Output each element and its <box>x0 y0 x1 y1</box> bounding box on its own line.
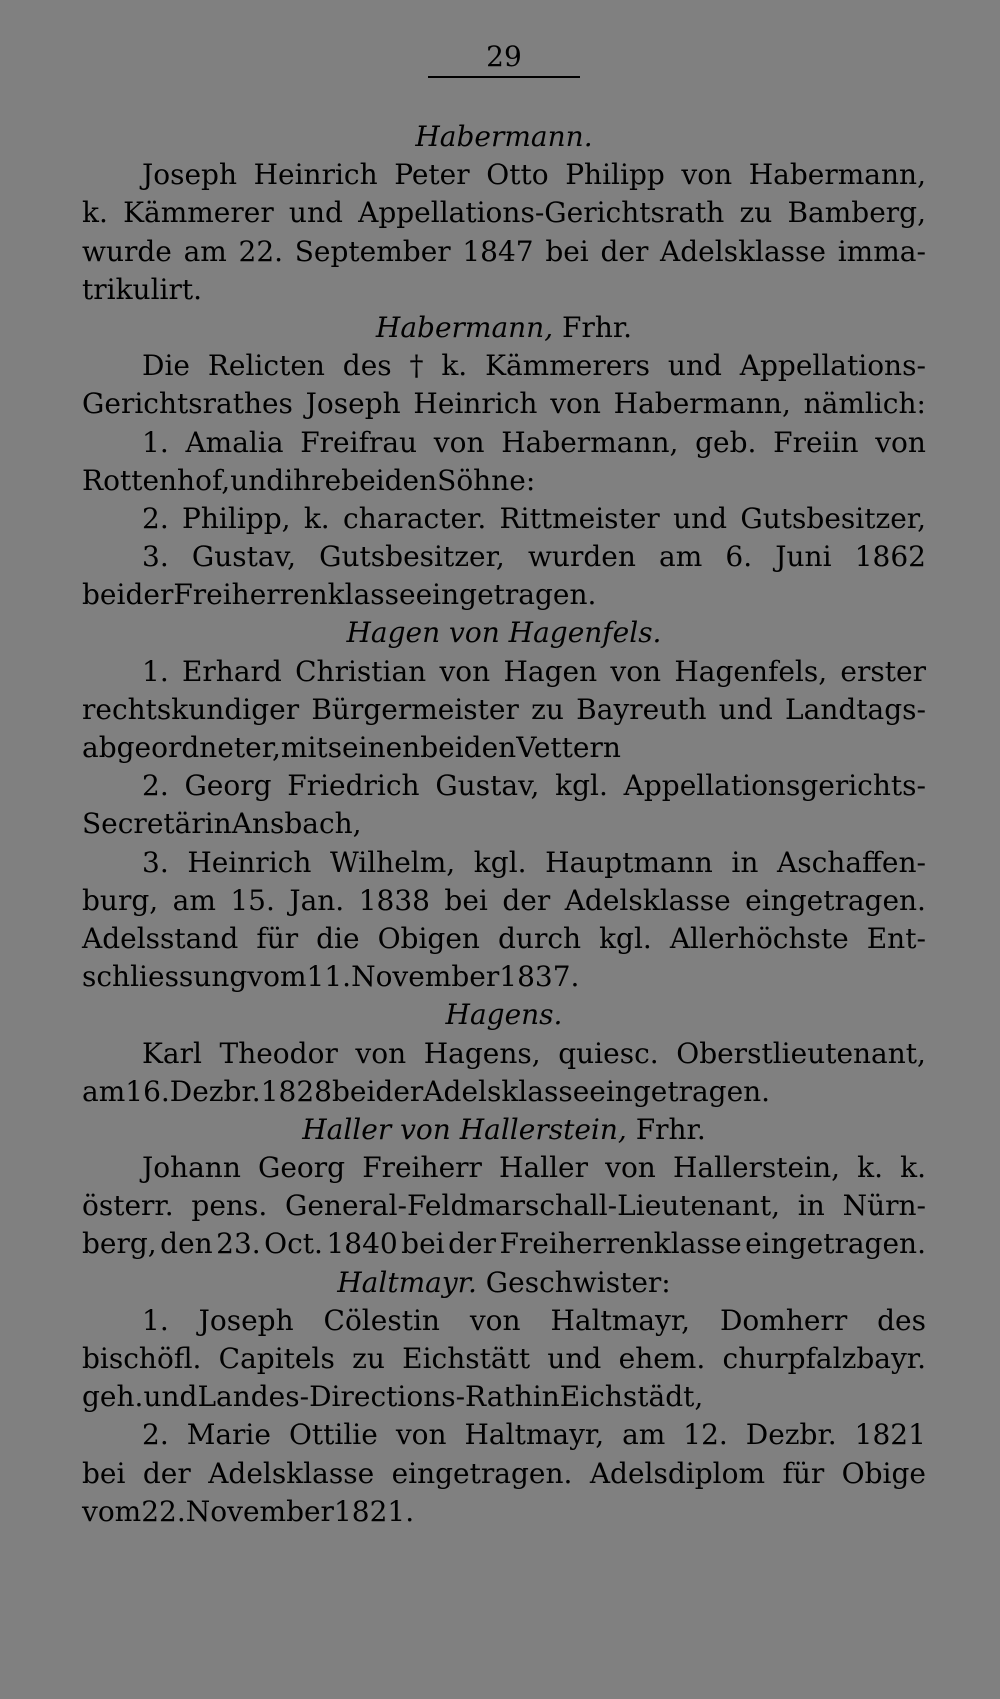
word: Obige <box>841 1456 926 1490</box>
word: Rottenhof, <box>82 463 231 497</box>
word: churpfalzbayr. <box>722 1342 926 1375</box>
text-line <box>82 385 926 423</box>
word: eingetragen. <box>745 1227 926 1261</box>
word: von <box>610 654 662 688</box>
word: Freiin <box>773 425 859 459</box>
word: berg, <box>82 1227 157 1261</box>
word: am <box>659 540 703 574</box>
word: und <box>718 692 773 726</box>
text-line <box>82 271 926 309</box>
word: k. <box>900 1151 926 1185</box>
word: Habermann, <box>501 425 679 459</box>
word: abgeordneter, <box>82 731 281 764</box>
word: 2. <box>142 501 169 535</box>
entry-heading <box>82 614 926 652</box>
word: geb. <box>695 425 757 459</box>
word: 1. <box>142 1303 169 1337</box>
text-line <box>82 920 926 958</box>
word: von <box>605 1151 656 1185</box>
word: in <box>204 807 232 841</box>
word: von <box>433 425 485 459</box>
word: 1862 <box>854 540 926 574</box>
word: von <box>469 1303 521 1337</box>
entry-heading <box>82 1264 926 1302</box>
word: am <box>183 234 227 268</box>
word: k. <box>857 1151 883 1185</box>
word: Joseph <box>198 1303 294 1337</box>
word: Gustav, <box>435 769 540 803</box>
word: 11. <box>306 960 352 994</box>
word: zu <box>352 1342 385 1375</box>
word: 2. <box>142 769 169 803</box>
entry <box>82 614 926 996</box>
text-line <box>82 844 926 882</box>
entry-heading-name: Habermann. <box>415 120 593 153</box>
word: k. <box>303 501 330 535</box>
text-line <box>82 1149 926 1187</box>
word: bei <box>444 883 488 917</box>
entry <box>82 1111 926 1264</box>
word: Haller <box>499 1151 589 1185</box>
word: erster <box>840 654 926 688</box>
word: 1821 <box>854 1418 926 1452</box>
text-line <box>82 156 926 194</box>
word: Amalia <box>185 425 284 459</box>
word: Hagens, <box>423 1036 541 1070</box>
word: des <box>342 349 392 383</box>
text-line <box>82 1455 926 1493</box>
text-line <box>82 1225 926 1263</box>
word: des <box>877 1303 926 1337</box>
word: Appellations- <box>739 349 926 383</box>
word: k. <box>441 349 468 383</box>
text-line <box>82 1035 926 1073</box>
text-line <box>82 958 926 996</box>
word: 1847 <box>462 234 534 268</box>
word: und <box>230 463 285 497</box>
word: für <box>256 921 299 955</box>
entry-heading-name: Haller von Hallerstein, <box>302 1112 627 1146</box>
word: 12. <box>683 1418 728 1452</box>
word: und <box>667 349 722 383</box>
word: bei <box>82 1456 126 1490</box>
word: Karl <box>142 1036 202 1070</box>
text-line <box>82 1340 926 1378</box>
word: eingetragen. <box>415 578 597 612</box>
word: Habermann, <box>613 387 791 421</box>
text-line <box>82 1416 926 1454</box>
word: von <box>875 425 926 459</box>
word: Obigen <box>377 921 480 955</box>
document-page <box>82 40 926 1531</box>
word: Theodor <box>219 1036 338 1070</box>
word: bei <box>331 1074 376 1108</box>
word: 15. <box>230 883 275 917</box>
word: Allerhöchste <box>669 921 849 955</box>
entry-heading-name: Habermann, <box>375 310 554 344</box>
word: bei <box>82 578 126 612</box>
word: Philipp <box>565 158 665 192</box>
word: 3. <box>142 540 169 574</box>
word: 3. <box>142 845 169 879</box>
word: rechtskundiger <box>82 692 300 726</box>
word: wurde <box>82 234 172 268</box>
word: Freiherrenklasse <box>499 1227 742 1261</box>
word: der <box>142 1456 191 1490</box>
word: Adelsklasse <box>208 1456 375 1490</box>
word: kgl. <box>599 921 652 955</box>
word: beiden <box>420 731 517 764</box>
word: Adelsdiplom <box>589 1456 766 1490</box>
word: Freiherr <box>362 1151 482 1185</box>
word: österr. <box>82 1189 174 1223</box>
word: 1837. <box>499 960 580 994</box>
word: Cölestin <box>323 1303 440 1337</box>
word: zu <box>739 196 773 230</box>
word: Bürgermeister <box>311 692 519 726</box>
word: nämlich: <box>803 387 926 421</box>
word: am <box>172 883 216 917</box>
word: ehem. <box>618 1342 706 1375</box>
text-line <box>82 233 926 271</box>
text-line <box>82 882 926 920</box>
word: in <box>532 1380 560 1414</box>
word: am <box>82 1074 126 1108</box>
word: 23. <box>216 1227 261 1261</box>
word: Oct. <box>264 1227 323 1261</box>
word: Eichstätt <box>402 1342 531 1375</box>
text-line <box>82 1073 926 1111</box>
word: September <box>294 234 451 268</box>
word: eingetragen. <box>745 883 926 917</box>
word: November <box>185 1494 334 1528</box>
text-line <box>82 1378 926 1416</box>
word: Friedrich <box>287 769 420 803</box>
entry-heading-name: Hagen von Hagenfels. <box>346 616 662 650</box>
word: Hagenfels, <box>674 654 828 688</box>
entry-heading-suffix: Geschwister: <box>485 1265 671 1299</box>
word: pens. <box>191 1189 268 1223</box>
word: Secretär <box>82 807 205 841</box>
page-number: 29 <box>486 40 522 73</box>
text-line <box>82 1187 926 1225</box>
page-number-rule <box>428 76 580 78</box>
text-line <box>82 1493 926 1531</box>
entry <box>82 118 926 309</box>
word: 1. <box>142 654 169 688</box>
entry-heading-suffix: Frhr. <box>635 1112 706 1146</box>
word: trikulirt. <box>82 272 203 306</box>
entries-list <box>82 118 926 1531</box>
text-line <box>82 576 926 614</box>
word: beiden <box>341 463 438 497</box>
text-line <box>82 805 926 843</box>
word: der <box>375 1074 424 1108</box>
word: die <box>316 921 360 955</box>
word: General-Feldmarschall-Lieutenant, <box>284 1189 781 1223</box>
word: für <box>782 1456 825 1490</box>
word: Erhard <box>181 654 282 688</box>
word: Hallerstein, <box>672 1151 841 1185</box>
word: Adelsklasse <box>564 883 731 917</box>
word: quiesc. <box>558 1036 659 1070</box>
word: 1828 <box>260 1074 332 1108</box>
word: Bamberg, <box>787 196 926 230</box>
word: Appellations-Gerichtsrath <box>358 196 725 230</box>
word: mit <box>280 731 328 764</box>
word: 6. <box>725 540 753 574</box>
word: kgl. <box>555 769 608 803</box>
word: seinen <box>327 731 421 764</box>
word: Ottilie <box>288 1418 378 1452</box>
word: Heinrich <box>253 158 378 192</box>
text-line <box>82 424 926 462</box>
word: Aschaffen- <box>777 845 926 879</box>
word: 22. <box>141 1494 186 1528</box>
word: 22. <box>238 234 284 268</box>
word: von <box>681 158 733 192</box>
word: Die <box>142 349 190 383</box>
entry-heading <box>82 996 926 1034</box>
word: in <box>731 845 759 879</box>
word: ihre <box>284 463 342 497</box>
text-line <box>82 1302 926 1340</box>
word: 1840 <box>326 1227 398 1261</box>
entry <box>82 996 926 1111</box>
entry-heading <box>82 1111 926 1149</box>
word: von <box>550 387 601 421</box>
word: Adelsstand <box>82 921 239 955</box>
word: Ansbach, <box>231 807 362 841</box>
word: Habermann, <box>748 158 926 192</box>
word: k. <box>82 196 108 230</box>
word: bei <box>545 234 589 268</box>
word: Eichstädt, <box>559 1380 704 1414</box>
word: Bayreuth <box>576 692 707 726</box>
word: Johann <box>142 1151 241 1185</box>
word: Peter <box>394 158 470 192</box>
word: 1838 <box>358 883 430 917</box>
word: Dezbr. <box>169 1074 261 1108</box>
word: Hagen <box>503 654 598 688</box>
word: und <box>288 196 343 230</box>
word: und <box>547 1342 602 1375</box>
word: Haltmayr, <box>550 1303 691 1337</box>
text-line <box>82 347 926 385</box>
word: 1821. <box>333 1494 415 1528</box>
word: bischöfl. <box>82 1342 202 1375</box>
word: Freifrau <box>300 425 418 459</box>
word: von <box>439 654 491 688</box>
word: Gutsbesitzer, <box>740 501 926 535</box>
word: Appellationsgerichts- <box>623 769 926 803</box>
word: Freiherrenklasse <box>173 578 416 612</box>
word: den <box>160 1227 213 1261</box>
entry <box>82 309 926 615</box>
word: Joseph <box>305 387 401 421</box>
text-line <box>82 691 926 729</box>
entry-heading-name: Hagens. <box>445 998 563 1032</box>
word: Rittmeister <box>499 501 660 535</box>
word: und <box>143 1380 198 1414</box>
word: vom <box>82 1494 142 1528</box>
word: Juni <box>775 540 832 574</box>
word: am <box>622 1418 666 1452</box>
word: Joseph <box>142 158 237 192</box>
word: Capitels <box>218 1342 335 1375</box>
word: Gutsbesitzer, <box>319 540 505 574</box>
text-line <box>82 194 926 232</box>
word: geh. <box>82 1380 144 1414</box>
word: Kämmerer <box>123 196 274 230</box>
word: Dezbr. <box>745 1418 837 1452</box>
text-line <box>82 653 926 691</box>
word: von <box>395 1418 447 1452</box>
word: 16. <box>125 1074 170 1108</box>
text-line <box>82 462 926 500</box>
word: imma- <box>837 234 926 268</box>
word: 1. <box>142 425 169 459</box>
word: Landtags- <box>785 692 926 726</box>
word: Relicten <box>207 349 325 383</box>
word: Wilhelm, <box>329 845 456 879</box>
word: schliessung <box>82 960 248 994</box>
word: Heinrich <box>187 845 312 879</box>
word: Christian <box>295 654 427 688</box>
word: bei <box>401 1227 445 1261</box>
word: Hauptmann <box>545 845 713 879</box>
word: Ent- <box>866 921 926 955</box>
word: Domherr <box>719 1303 848 1337</box>
word: Georg <box>184 769 272 803</box>
word: Vettern <box>516 731 621 764</box>
word: Gerichtsrathes <box>82 387 293 421</box>
word: Haltmayr, <box>464 1418 605 1452</box>
word: der <box>125 578 174 612</box>
word: in <box>797 1189 825 1223</box>
word: character. <box>343 501 487 535</box>
word: von <box>355 1036 407 1070</box>
word: Oberstlieutenant, <box>676 1036 926 1070</box>
entry <box>82 1264 926 1531</box>
word: Söhne: <box>437 463 536 497</box>
word: Nürn- <box>842 1189 926 1223</box>
word: vom <box>247 960 307 994</box>
word: der <box>600 234 649 268</box>
word: Kämmerers <box>485 349 651 383</box>
text-line <box>82 538 926 576</box>
entry-heading-suffix: Frhr. <box>562 310 633 344</box>
word: wurden <box>527 540 636 574</box>
word: November <box>351 960 500 994</box>
word: eingetragen. <box>391 1456 573 1490</box>
word: zu <box>531 692 564 726</box>
word: der <box>448 1227 496 1261</box>
word: Landes-Directions-Rath <box>197 1380 533 1414</box>
word: 2. <box>142 1418 169 1452</box>
entry-heading <box>82 309 926 347</box>
word: eingetragen. <box>589 1074 771 1108</box>
word: Marie <box>186 1418 271 1452</box>
word: burg, <box>82 883 159 917</box>
word: Georg <box>257 1151 346 1185</box>
word: † <box>409 349 424 383</box>
text-line <box>82 767 926 805</box>
text-line <box>82 729 926 767</box>
entry-heading-name: Haltmayr. <box>337 1265 477 1299</box>
word: der <box>502 883 551 917</box>
word: durch <box>497 921 582 955</box>
word: Gustav, <box>191 540 296 574</box>
word: Philipp, <box>182 501 291 535</box>
text-line <box>82 500 926 538</box>
word: Adelsklasse <box>660 234 826 268</box>
word: Adelsklasse <box>423 1074 590 1108</box>
word: kgl. <box>473 845 527 879</box>
word: Otto <box>486 158 549 192</box>
word: Heinrich <box>413 387 538 421</box>
word: und <box>673 501 728 535</box>
entry-heading <box>82 118 926 156</box>
word: Jan. <box>289 883 345 917</box>
